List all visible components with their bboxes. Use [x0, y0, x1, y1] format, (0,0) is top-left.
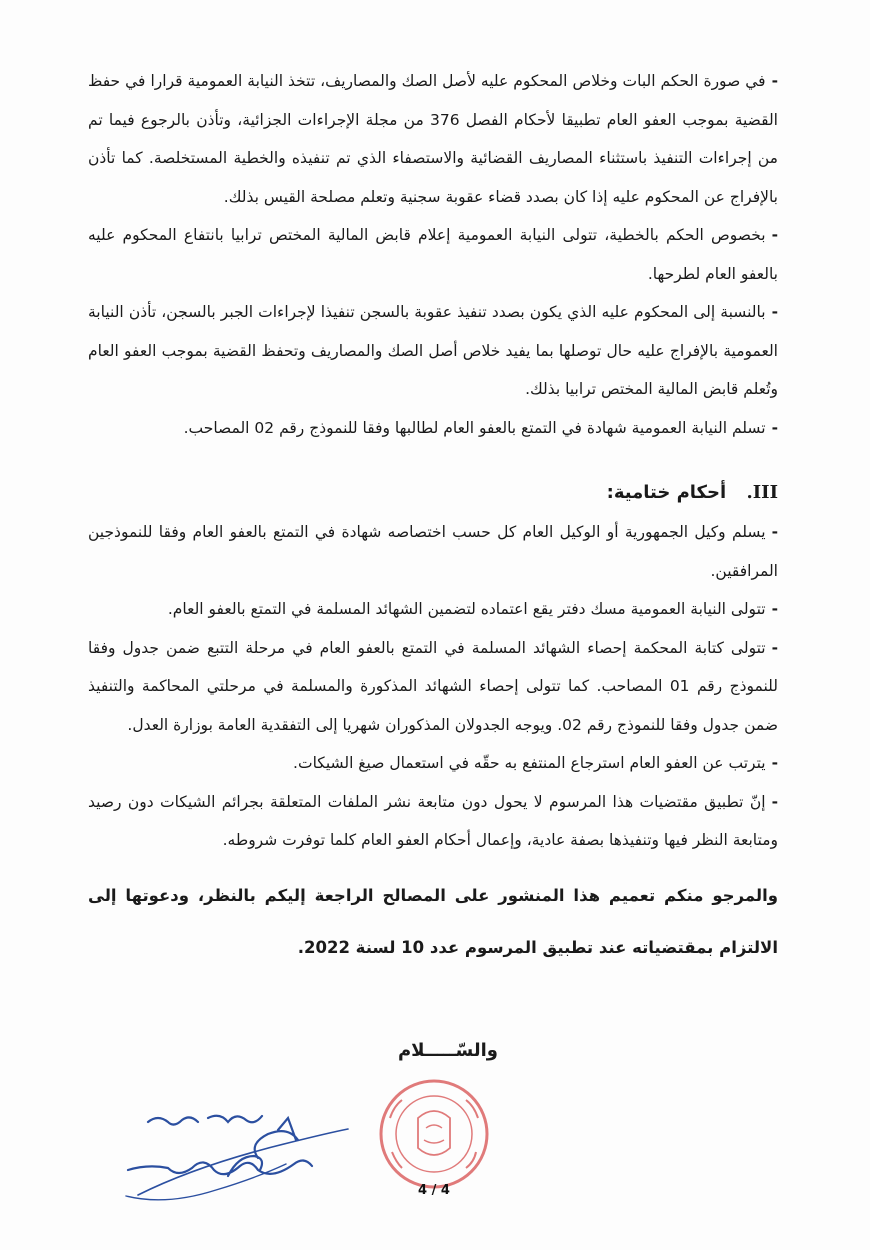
paragraph-text: يترتب عن العفو العام استرجاع المنتفع به حقّه في استعمال صيغ الشيكات. [293, 754, 766, 772]
paragraph-text: بخصوص الحكم بالخطية، تتولى النيابة العمومية إعلام قابض المالية المختص ترابيا بانتفاع المحكوم عليه بالعفو العام لطرحها. [88, 226, 778, 283]
paragraph-text: بالنسبة إلى المحكوم عليه الذي يكون بصدد تنفيذ عقوبة بالسجن تنفيذا لإجراءات الجبر بالسجن، تأذن النيابة العمومية بالإفراج عليه حال توصلها بما يفيد خلاص أصل الصك والمصاريف وتحفظ القضية بموجب العفو العام وتُعلم قابض المالية المختص ترابيا بذلك. [88, 303, 778, 398]
official-seal-image [378, 1078, 490, 1190]
paragraph-text: تسلم النيابة العمومية شهادة في التمتع بالعفو العام لطالبها وفقا للنموذج رقم 02 المصاحب. [183, 418, 766, 437]
paragraph: -تتولى كتابة المحكمة إحصاء الشهائد المسلمة في التمتع بالعفو العام في مرحلة التتبع ضمن جدول وفقا للنموذج رقم 01 المصاحب. كما تتولى إحصاء الشهائد المذكورة والمسلمة في مرحلتي المحاكمة والتنفيذ ضمن جدول وفقا للنموذج رقم 02. ويوجه الجدولان المذكوران شهريا إلى التفقدية العامة بوزارة العدل. [88, 638, 778, 734]
salutation: والسّـــــلام [397, 1040, 498, 1061]
section-number: III. [746, 482, 778, 503]
paragraph: -تتولى النيابة العمومية مسك دفتر يقع اعتماده لتضمين الشهائد المسلمة في التمتع بالعفو العام. [167, 600, 778, 618]
paragraph-text: إنّ تطبيق مقتضيات هذا المرسوم لا يحول دون متابعة نشر الملفات المتعلقة بجرائم الشيكات دون رصيد ومتابعة النظر فيها وتنفيذها بصفة عادية، وإعمال أحكام العفو العام كلما توفرت شروطه. [88, 792, 778, 849]
section-title: أحكام ختامية: [606, 482, 727, 503]
paragraph-text: يسلم وكيل الجمهورية أو الوكيل العام كل حسب اختصاصه شهادة في التمتع بالعفو العام وفقا للنموذجين المرافقين. [88, 523, 778, 580]
page-number: 4 / 4 [418, 1183, 450, 1198]
document-body [88, 62, 778, 990]
paragraph: -بخصوص الحكم بالخطية، تتولى النيابة العمومية إعلام قابض المالية المختص ترابيا بانتفاع المحكوم عليه بالعفو العام لطرحها. [88, 226, 778, 283]
signature-image [108, 1100, 368, 1210]
paragraph: -بالنسبة إلى المحكوم عليه الذي يكون بصدد تنفيذ عقوبة بالسجن تنفيذا لإجراءات الجبر بالسجن، تأذن النيابة العمومية بالإفراج عليه حال توصلها بما يفيد خلاص أصل الصك والمصاريف وتحفظ القضية بموجب العفو العام وتُعلم قابض المالية المختص ترابيا بذلك. [88, 303, 778, 398]
paragraph: -يسلم وكيل الجمهورية أو الوكيل العام كل حسب اختصاصه شهادة في التمتع بالعفو العام وفقا للنموذجين المرافقين. [88, 523, 778, 580]
paragraph-text: في صورة الحكم البات وخلاص المحكوم عليه لأصل الصك والمصاريف، تتخذ النيابة العمومية قرارا في حفظ القضية بموجب العفو العام تطبيقا لأحكام الفصل 376 من مجلة الإجراءات الجزائية، وتأذن بالرجوع فيما تم من إجراءات التنفيذ باستثناء المصاريف القضائية والاستصفاء الذي تم تنفيذه والخطية المستخلصة. كما تأذن بالإفراج عن المحكوم عليه إذا كان بصدد قضاء عقوبة سجنية وتعلم مصلحة القيس بذلك. [88, 72, 778, 206]
paragraph-text: تتولى كتابة المحكمة إحصاء الشهائد المسلمة في التمتع بالعفو العام في مرحلة التتبع ضمن جدول وفقا للنموذج رقم 01 المصاحب. كما تتولى إحصاء الشهائد المذكورة والمسلمة في مرحلتي المحاكمة والتنفيذ ضمن جدول وفقا للنموذج رقم 02. ويوجه الجدولان المذكوران شهريا إلى التفقدية العامة بوزارة العدل. [88, 638, 778, 734]
paragraph: -يترتب عن العفو العام استرجاع المنتفع به حقّه في استعمال صيغ الشيكات. [293, 754, 778, 772]
section-heading [88, 473, 778, 513]
paragraph-text: تتولى النيابة العمومية مسك دفتر يقع اعتماده لتضمين الشهائد المسلمة في التمتع بالعفو العام. [167, 600, 766, 618]
paragraph: -تسلم النيابة العمومية شهادة في التمتع بالعفو العام لطالبها وفقا للنموذج رقم 02 المصاحب. [183, 418, 778, 437]
closing-paragraph: والمرجو منكم تعميم هذا المنشور على المصالح الراجعة إليكم بالنظر، ودعوتها إلى الالتزام بمقتضياته عند تطبيق المرسوم عدد 10 لسنة 2022. [88, 885, 778, 957]
paragraph: -في صورة الحكم البات وخلاص المحكوم عليه لأصل الصك والمصاريف، تتخذ النيابة العمومية قرارا في حفظ القضية بموجب العفو العام تطبيقا لأحكام الفصل 376 من مجلة الإجراءات الجزائية، وتأذن بالرجوع فيما تم من إجراءات التنفيذ باستثناء المصاريف القضائية والاستصفاء الذي تم تنفيذه والخطية المستخلصة. كما تأذن بالإفراج عن المحكوم عليه إذا كان بصدد قضاء عقوبة سجنية وتعلم مصلحة القيس بذلك. [88, 72, 778, 206]
paragraph: -إنّ تطبيق مقتضيات هذا المرسوم لا يحول دون متابعة نشر الملفات المتعلقة بجرائم الشيكات دون رصيد ومتابعة النظر فيها وتنفيذها بصفة عادية، وإعمال أحكام العفو العام كلما توفرت شروطه. [88, 792, 778, 849]
